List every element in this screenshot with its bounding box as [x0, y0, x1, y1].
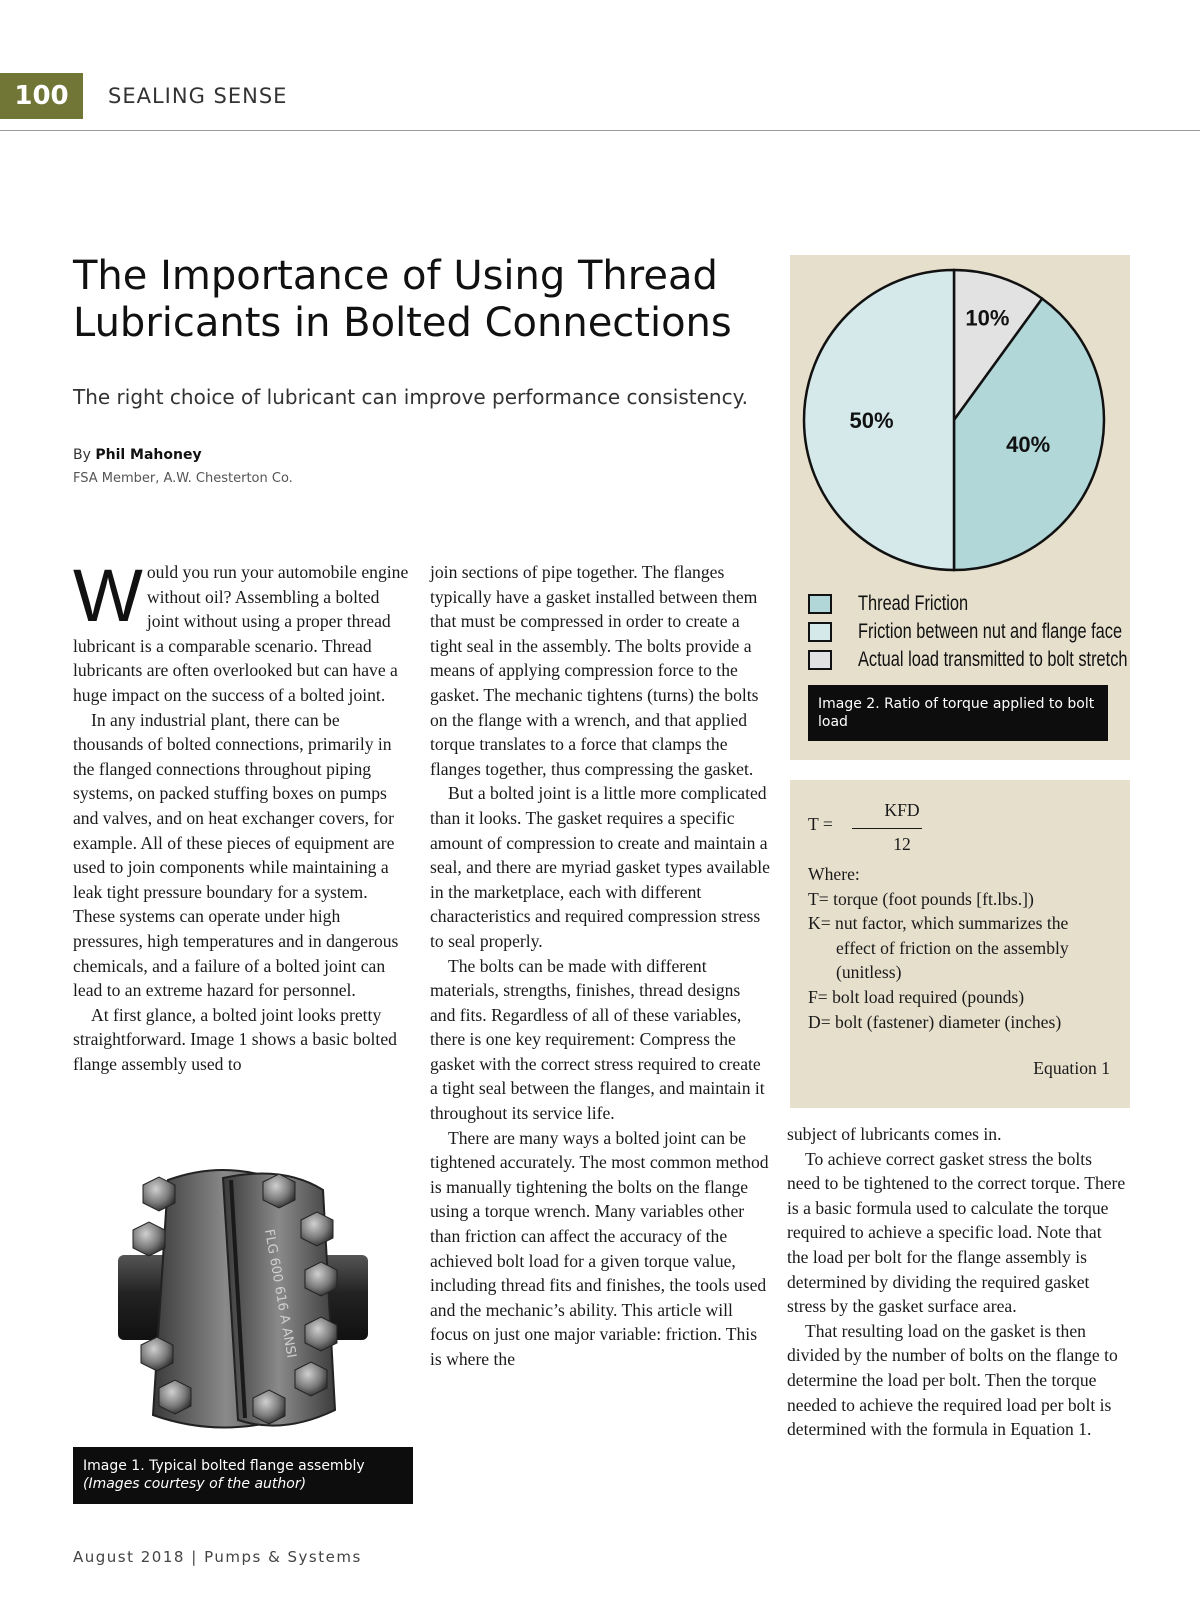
definition-k: K= nut factor, which summarizes the: [808, 913, 1069, 934]
legend-label: Friction between nut and flange face: [858, 620, 1123, 643]
header-rule: [0, 130, 1200, 131]
pie-label-10: 10%: [965, 305, 1010, 331]
footer-separator: |: [191, 1548, 198, 1566]
drop-cap: W: [73, 554, 143, 637]
legend-swatch: [808, 622, 832, 642]
equation-label: Equation 1: [1033, 1058, 1110, 1078]
fraction-bar: [852, 828, 922, 829]
pie-label-50: 50%: [849, 408, 894, 433]
body-paragraph: But a bolted joint is a little more complicated than it looks. The gasket requires a specific amount of compression to create and maintain a seal, and there are myriad gasket types available in the marketplace, each with different characteristics and required compression stress to seal properly.: [430, 783, 770, 951]
article-title: The Importance of Using Thread Lubricants in Bolted Connections: [73, 253, 732, 346]
page-footer: [73, 1548, 362, 1566]
page-number: 100: [0, 73, 83, 119]
definition-d: D= bolt (fastener) diameter (inches): [808, 1011, 1062, 1032]
footer-publication: Pumps & Systems: [204, 1548, 362, 1566]
flange-illustration: [73, 1160, 413, 1435]
caption-text: Image 1. Typical bolted flange assembly: [83, 1458, 365, 1474]
body-column-3: [787, 1122, 1127, 1442]
pie-chart: [790, 255, 1130, 585]
flange-stamp-text: FLG 600 616 A ANSI: [261, 1228, 299, 1360]
equation-lhs: T =: [808, 814, 833, 834]
body-paragraph: [73, 554, 413, 708]
author-affiliation: FSA Member, A.W. Chesterton Co.: [73, 471, 293, 486]
legend-swatch: [808, 650, 832, 670]
author-name: Phil Mahoney: [95, 447, 202, 463]
section-name: SEALING SENSE: [108, 84, 288, 108]
body-paragraph: subject of lubricants comes in.: [787, 1124, 1002, 1144]
equation-numerator: KFD: [884, 800, 920, 820]
legend-label: Actual load transmitted to bolt stretch: [858, 648, 1128, 671]
body-column-2: [430, 560, 770, 1372]
byline-prefix: By: [73, 447, 96, 463]
legend-item: [808, 646, 1128, 674]
pie-chart-panel: [790, 255, 1130, 760]
paragraph-text: ould you run your automobile engine without oil? Assembling a bolted joint without using a proper thread lubricant is a comparable scenario. Thread lubricants are often overlooked but can have a huge impact on the success of a bolted joint.: [73, 562, 409, 705]
body-paragraph: join sections of pipe together. The flanges typically have a gasket installed between them that must be compressed in order to create a tight seal in the assembly. The bolts provide a means of applying compression force to the gasket. The mechanic tightens (turns) the bolts on the flange with a wrench, and that applied torque translates to a force that clamps the flanges together, thus compressing the gasket.: [430, 562, 759, 779]
article-deck: The right choice of lubricant can improve performance consistency.: [73, 385, 748, 409]
equation-definitions: [808, 862, 1118, 1034]
body-paragraph: That resulting load on the gasket is then divided by the number of bolts on the flange to determine the load per bolt. Then the torque needed to achieve the required load per bolt is determined with the formula in Equation 1.: [787, 1320, 1118, 1440]
footer-issue: August 2018: [73, 1548, 185, 1566]
body-paragraph: The bolts can be made with different materials, strengths, finishes, thread designs and fits. Regardless of all of these variables, there is one key requirement: Compress the gasket with the correct stress required to create a tight seal between the flanges, and maintain it throughout its service life.: [430, 955, 765, 1124]
image2-caption: Image 2. Ratio of torque applied to bolt load: [808, 685, 1108, 741]
body-paragraph: In any industrial plant, there can be thousands of bolted connections, primarily in the flanged connections throughout piping systems, on packed stuffing boxes on pumps and valves, and on heat exchanger covers, for example. All of these pieces of equipment are used to join components while maintaining a leak tight pressure boundary for a system. These systems can operate under high pressures, high temperatures and in dangerous chemicals, and a failure of a bolted joint can lead to an extreme hazard for personnel.: [73, 709, 399, 1001]
body-column-1: [73, 554, 413, 1076]
equation-panel: [790, 780, 1130, 1108]
legend-item: [808, 590, 1128, 618]
where-label: Where:: [808, 864, 860, 884]
definition-f: F= bolt load required (pounds): [808, 986, 1025, 1007]
caption-credit: (Images courtesy of the author): [83, 1476, 307, 1492]
flange-photo: [73, 1160, 413, 1435]
legend-label: Thread Friction: [858, 592, 969, 615]
pie-legend: [808, 590, 1128, 674]
pie-label-40: 40%: [1006, 432, 1051, 458]
body-paragraph: To achieve correct gasket stress the bolts need to be tightened to the correct torque. There is a basic formula used to calculate the torque required to achieve a specific load. Note that the load per bolt for the flange assembly is determined by dividing the required gasket stress by the gasket surface area.: [787, 1148, 1126, 1317]
body-paragraph: At first glance, a bolted joint looks pretty straightforward. Image 1 shows a basic bolted flange assembly used to: [73, 1004, 397, 1074]
definition-t: T= torque (foot pounds [ft.lbs.]): [808, 888, 1034, 909]
definition-k-continued: effect of friction on the assembly (unitless): [836, 937, 1069, 983]
equation-denominator: 12: [893, 834, 911, 854]
image1-caption: [73, 1447, 413, 1504]
byline: [73, 447, 202, 463]
legend-swatch: [808, 594, 832, 614]
body-paragraph: There are many ways a bolted joint can be tightened accurately. The most common method is manually tightening the bolts on the flange using a torque wrench. Many variables other than friction can affect the accuracy of the achieved bolt load for a given torque value, including thread fits and finishes, the tools used and the mechanic’s ability. This article will focus on just one major variable: friction. This is where the: [430, 1127, 769, 1369]
legend-item: [808, 618, 1128, 646]
